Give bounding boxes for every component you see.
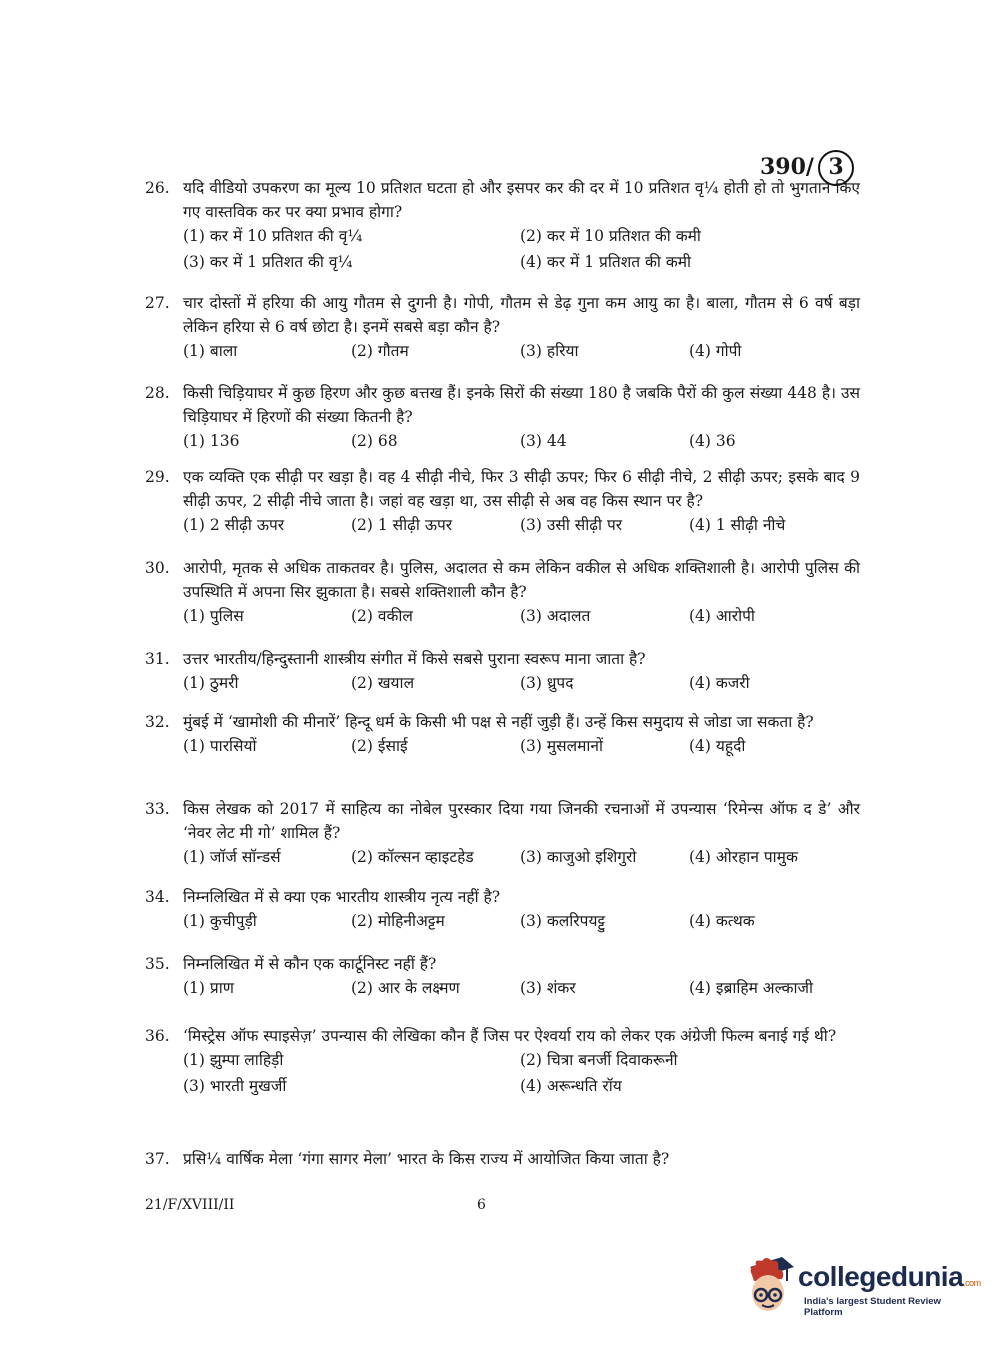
question-37: [145, 1147, 860, 1171]
options-row: [183, 339, 860, 365]
option-2: (2) आर के लक्ष्मण: [351, 979, 460, 997]
question-26: [145, 176, 860, 276]
option-4: (4) 1 सीढ़ी नीचे: [689, 516, 786, 534]
option-2: (2) मोहिनीअट्टम: [351, 912, 445, 930]
question-number: 32.: [145, 713, 170, 731]
option-4: (4) गोपी: [689, 342, 742, 360]
option-3: (3) ध्रुपद: [520, 674, 574, 692]
question-number: 33.: [145, 800, 170, 818]
option-4: (4) इब्राहिम अल्काजी: [689, 979, 814, 997]
option-3: (3) कर में 1 प्रतिशत की वृ¼: [183, 253, 353, 271]
question-number: 26.: [145, 179, 170, 197]
options-row: [183, 909, 860, 935]
option-1: (1) पुलिस: [183, 607, 244, 625]
options-row: [183, 224, 860, 250]
question-number: 35.: [145, 955, 170, 973]
option-4: (4) ओरहान पामुक: [689, 848, 798, 866]
question-29: [145, 465, 860, 539]
option-3: (3) काजुओ इशिगुरो: [520, 848, 637, 866]
option-3: (3) 44: [520, 432, 567, 450]
question-27: [145, 291, 860, 365]
question-33: [145, 797, 860, 871]
question-34: [145, 885, 860, 935]
question-number: 30.: [145, 559, 170, 577]
option-1: (1) प्राण: [183, 979, 234, 997]
question-text: आरोपी, मृतक से अधिक ताकतवर है। पुलिस, अदालत से कम लेकिन वकील से अधिक शक्तिशाली है। आरोपी पुलिस की उपस्थिति में अपना सिर झुकाता है। सबसे शक्तिशाली कौन है?: [183, 559, 860, 601]
option-2: (2) 68: [351, 432, 398, 450]
collegedunia-mascot-icon: [742, 1253, 796, 1317]
option-1: (1) 136: [183, 432, 240, 450]
options-row: [183, 604, 860, 630]
watermark-brand-name: collegedunia: [798, 1261, 964, 1292]
watermark-domain: .com: [963, 1278, 981, 1288]
options-row: [183, 250, 860, 276]
option-1: (1) पारसियों: [183, 737, 257, 755]
question-number: 29.: [145, 468, 170, 486]
question-30: [145, 556, 860, 630]
options-row: [183, 671, 860, 697]
option-4: (4) कर में 1 प्रतिशत की कमी: [520, 253, 692, 271]
question-text: ‘मिस्ट्रेस ऑफ स्पाइसेज़’ उपन्यास की लेखिका कौन हैं जिस पर ऐश्वर्या राय को लेकर एक अंग्रेजी फिल्म बनाई गई थी?: [183, 1027, 837, 1045]
option-2: (2) वकील: [351, 607, 413, 625]
option-1: (1) झुम्पा लाहिड़ी: [183, 1051, 284, 1069]
options-row: [183, 734, 860, 760]
option-2: (2) खयाल: [351, 674, 415, 692]
options-row: [183, 1074, 860, 1100]
option-3: (3) हरिया: [520, 342, 579, 360]
question-number: 28.: [145, 384, 170, 402]
option-1: (1) ठुमरी: [183, 674, 239, 692]
page-number: 6: [477, 1197, 486, 1213]
option-1: (1) बाला: [183, 342, 238, 360]
question-text: किस लेखक को 2017 में साहित्य का नोबेल पुरस्कार दिया गया जिनकी रचनाओं में उपन्यास ‘रिमेन्स ऑफ द डे’ और ‘नेवर लेट मी गो’ शामिल हैं?: [183, 800, 860, 842]
option-3: (3) उसी सीढ़ी पर: [520, 516, 623, 534]
option-2: (2) कॉल्सन व्हाइटहेड: [351, 848, 474, 866]
option-3: (3) अदालत: [520, 607, 591, 625]
question-35: [145, 952, 860, 1002]
question-36: [145, 1024, 860, 1100]
question-text: चार दोस्तों में हरिया की आयु गौतम से दुगनी है। गोपी, गौतम से डेढ़ गुना कम आयु का है। बाला, गौतम से 6 वर्ष बड़ा लेकिन हरिया से 6 वर्ष छोटा है। इनमें सबसे बड़ा कौन है?: [183, 294, 860, 336]
question-text: मुंबई में ‘खामोशी की मीनारें’ हिन्दू धर्म के किसी भी पक्ष से नहीं जुड़ी हैं। उन्हें किस समुदाय से जोडा जा सकता है?: [183, 713, 814, 731]
option-3: (3) भारती मुखर्जी: [183, 1077, 287, 1095]
option-1: (1) 2 सीढ़ी ऊपर: [183, 516, 285, 534]
collegedunia-watermark: [742, 1253, 982, 1317]
option-1: (1) कर में 10 प्रतिशत की वृ¼: [183, 227, 363, 245]
question-number: 37.: [145, 1150, 170, 1168]
stamp-code: 390/: [760, 154, 814, 180]
question-number: 34.: [145, 888, 170, 906]
question-number: 27.: [145, 294, 170, 312]
option-4: (4) यहूदी: [689, 737, 746, 755]
stamp-circle: 3: [818, 150, 854, 186]
options-row: [183, 429, 860, 455]
option-3: (3) कलरिपयट्टु: [520, 912, 606, 930]
question-number: 31.: [145, 650, 170, 668]
option-4: (4) आरोपी: [689, 607, 755, 625]
question-text: एक व्यक्ति एक सीढ़ी पर खड़ा है। वह 4 सीढ़ी नीचे, फिर 3 सीढ़ी ऊपर; फिर 6 सीढ़ी नीचे, 2 सीढ़ी ऊपर; इसके बाद 9 सीढ़ी ऊपर, 2 सीढ़ी नीचे जाता है। जहां वह खड़ा था, उस सीढ़ी से अब वह किस स्थान पर है?: [183, 468, 860, 510]
options-row: [183, 976, 860, 1002]
options-row: [183, 845, 860, 871]
question-28: [145, 381, 860, 455]
option-1: (1) जॉर्ज सॉन्डर्स: [183, 848, 281, 866]
option-3: (3) शंकर: [520, 979, 576, 997]
option-3: (3) मुसलमानों: [520, 737, 604, 755]
question-text: किसी चिड़ियाघर में कुछ हिरण और कुछ बत्तख हैं। इनके सिरों की संख्या 180 है जबकि पैरों की कुल संख्या 448 है। उस चिड़ियाघर में हिरणों की संख्या कितनी है?: [183, 384, 860, 426]
question-text: प्रसि¼ वार्षिक मेला ‘गंगा सागर मेला’ भारत के किस राज्य में आयोजित किया जाता है?: [183, 1150, 670, 1168]
options-row: [183, 513, 860, 539]
option-2: (2) 1 सीढ़ी ऊपर: [351, 516, 453, 534]
option-4: (4) अरून्धति रॉय: [520, 1077, 622, 1095]
question-number: 36.: [145, 1027, 170, 1045]
options-row: [183, 1048, 860, 1074]
question-text: यदि वीडियो उपकरण का मूल्य 10 प्रतिशत घटता हो और इसपर कर की दर में 10 प्रतिशत वृ¼ होती हो तो भुगतान किए गए वास्तविक कर पर क्या प्रभाव होगा?: [183, 179, 860, 221]
paper-code: 21/F/XVIII/II: [145, 1197, 235, 1213]
watermark-tagline: India's largest Student Review Platform: [804, 1296, 941, 1318]
question-text: निम्नलिखित में से कौन एक कार्टूनिस्ट नहीं हैं?: [183, 955, 437, 973]
option-1: (1) कुचीपुड़ी: [183, 912, 257, 930]
question-text: उत्तर भारतीय/हिन्दुस्तानी शास्त्रीय संगीत में किसे सबसे पुराना स्वरूप माना जाता है?: [183, 650, 646, 668]
question-31: [145, 647, 860, 697]
option-2: (2) गौतम: [351, 342, 409, 360]
option-2: (2) ईसाई: [351, 737, 408, 755]
option-2: (2) कर में 10 प्रतिशत की कमी: [520, 227, 701, 245]
option-4: (4) कत्थक: [689, 912, 755, 930]
watermark-brand: [798, 1261, 981, 1293]
question-text: निम्नलिखित में से क्या एक भारतीय शास्त्रीय नृत्य नहीं है?: [183, 888, 501, 906]
question-32: [145, 710, 860, 760]
option-4: (4) 36: [689, 432, 736, 450]
option-4: (4) कजरी: [689, 674, 750, 692]
option-2: (2) चित्रा बनर्जी दिवाकरूनी: [520, 1051, 678, 1069]
